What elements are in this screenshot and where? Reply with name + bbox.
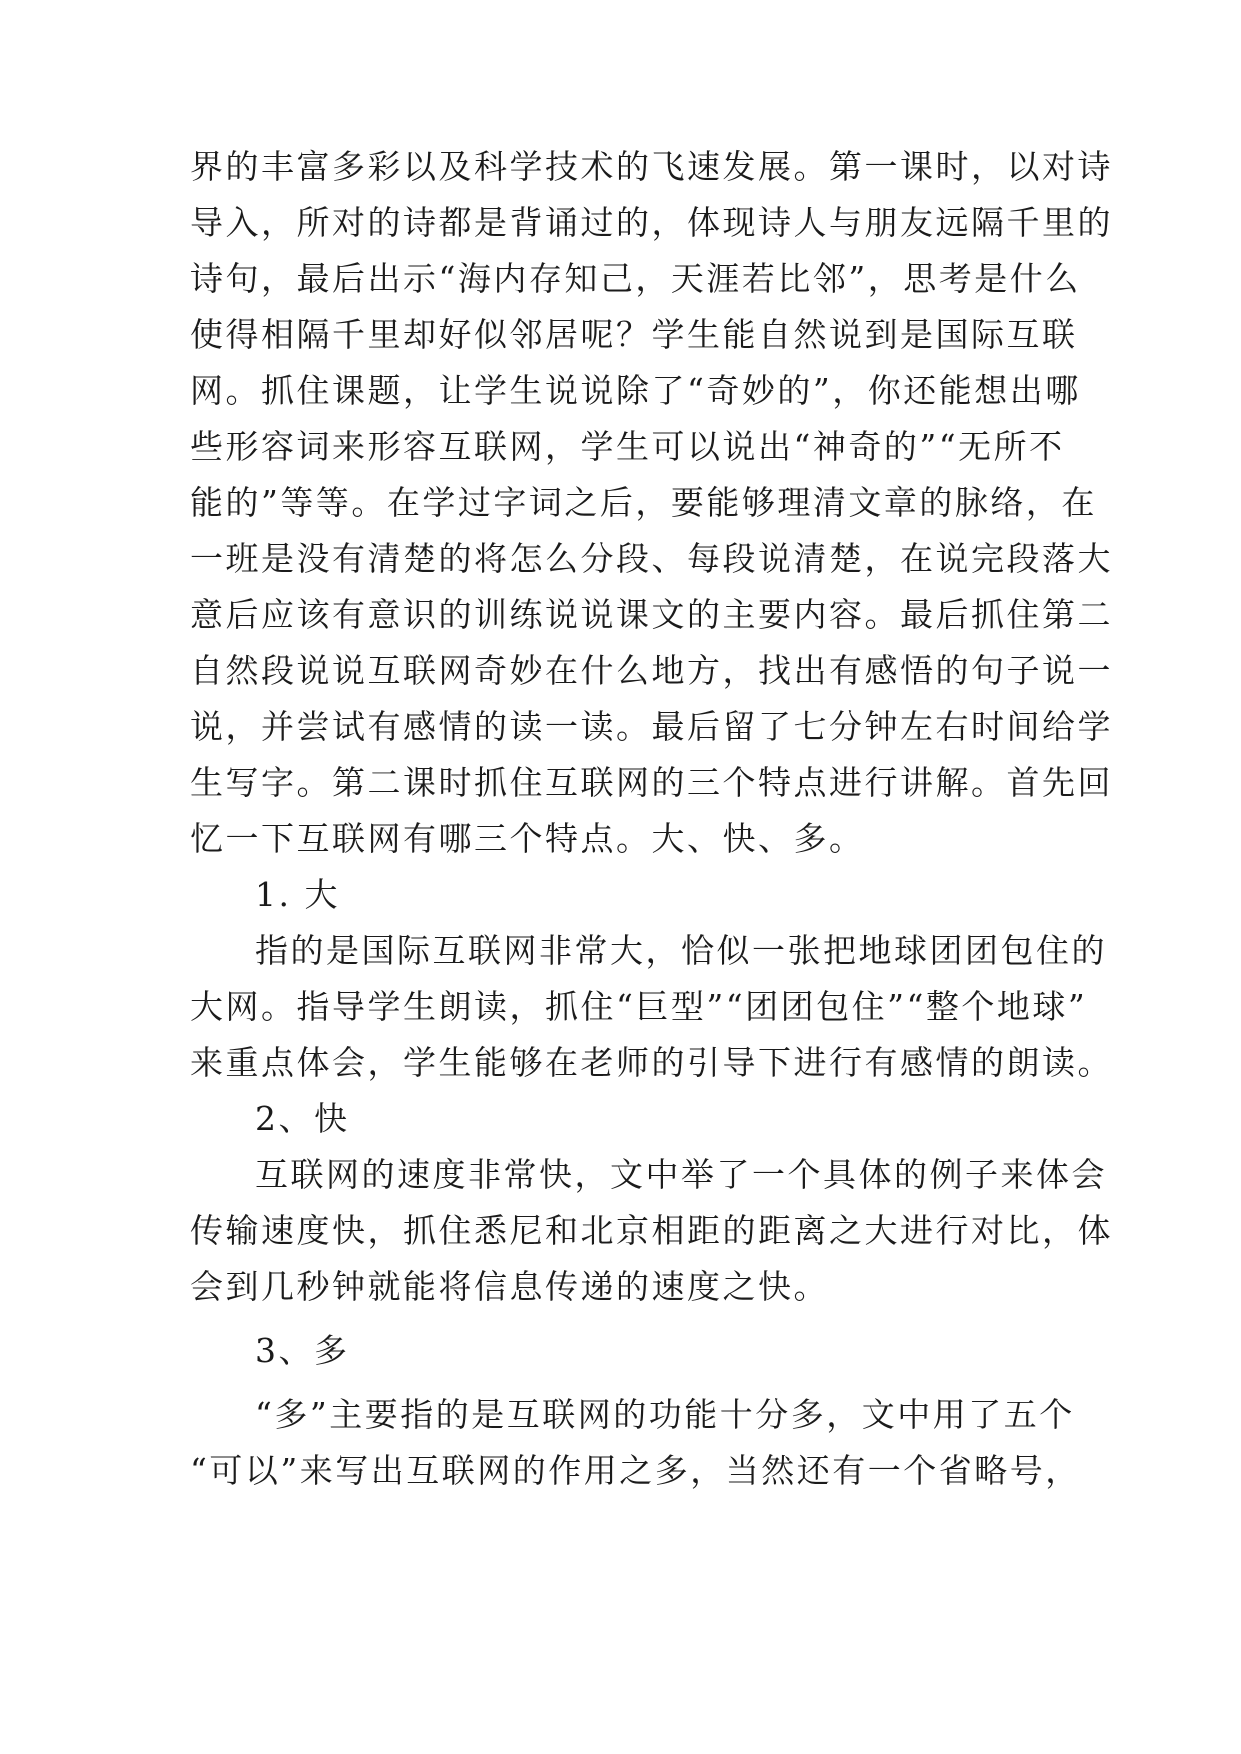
body-line-8: 一班是没有清楚的将怎么分段、每段说清楚，在说完段落大 [190, 539, 1113, 578]
item1-line-3: 来重点体会，学生能够在老师的引导下进行有感情的朗读。 [190, 1043, 1113, 1082]
item2-line-1: 互联网的速度非常快，文中举了一个具体的例子来体会 [255, 1155, 1107, 1194]
item3-line-1: “多”主要指的是互联网的功能十分多，文中用了五个 [255, 1395, 1075, 1434]
item2-line-2: 传输速度快，抓住悉尼和北京相距的距离之大进行对比，体 [190, 1211, 1113, 1250]
body-line-12: 生写字。第二课时抓住互联网的三个特点进行讲解。首先回 [190, 763, 1113, 802]
item-heading-fast: 2、快 [255, 1099, 350, 1138]
body-line-2: 导入，所对的诗都是背诵过的，体现诗人与朋友远隔千里的 [190, 203, 1113, 242]
body-line-7: 能的”等等。在学过字词之后，要能够理清文章的脉络，在 [190, 483, 1097, 522]
item1-line-1: 指的是国际互联网非常大，恰似一张把地球团团包住的 [255, 931, 1107, 970]
body-line-1: 界的丰富多彩以及科学技术的飞速发展。第一课时，以对诗 [190, 147, 1113, 186]
item3-line-2: “可以”来写出互联网的作用之多，当然还有一个省略号， [190, 1451, 1081, 1490]
body-line-3: 诗句，最后出示“海内存知己，天涯若比邻”，思考是什么 [190, 259, 1081, 298]
item2-line-3: 会到几秒钟就能将信息传递的速度之快。 [190, 1267, 829, 1306]
item-heading-big: 1. 大 [255, 875, 340, 914]
body-line-6: 些形容词来形容互联网，学生可以说出“神奇的”“无所不 [190, 427, 1065, 466]
body-line-11: 说，并尝试有感情的读一读。最后留了七分钟左右时间给学 [190, 707, 1113, 746]
body-line-13: 忆一下互联网有哪三个特点。大、快、多。 [190, 819, 865, 858]
body-line-9: 意后应该有意识的训练说说课文的主要内容。最后抓住第二 [190, 595, 1113, 634]
body-line-10: 自然段说说互联网奇妙在什么地方，找出有感悟的句子说一 [190, 651, 1113, 690]
item1-line-2: 大网。指导学生朗读，抓住“巨型”“团团包住”“整个地球” [190, 987, 1088, 1026]
body-line-4: 使得相隔千里却好似邻居呢？学生能自然说到是国际互联 [190, 315, 1078, 354]
item-heading-many: 3、多 [255, 1331, 350, 1370]
body-line-5: 网。抓住课题，让学生说说除了“奇妙的”，你还能想出哪 [190, 371, 1081, 410]
